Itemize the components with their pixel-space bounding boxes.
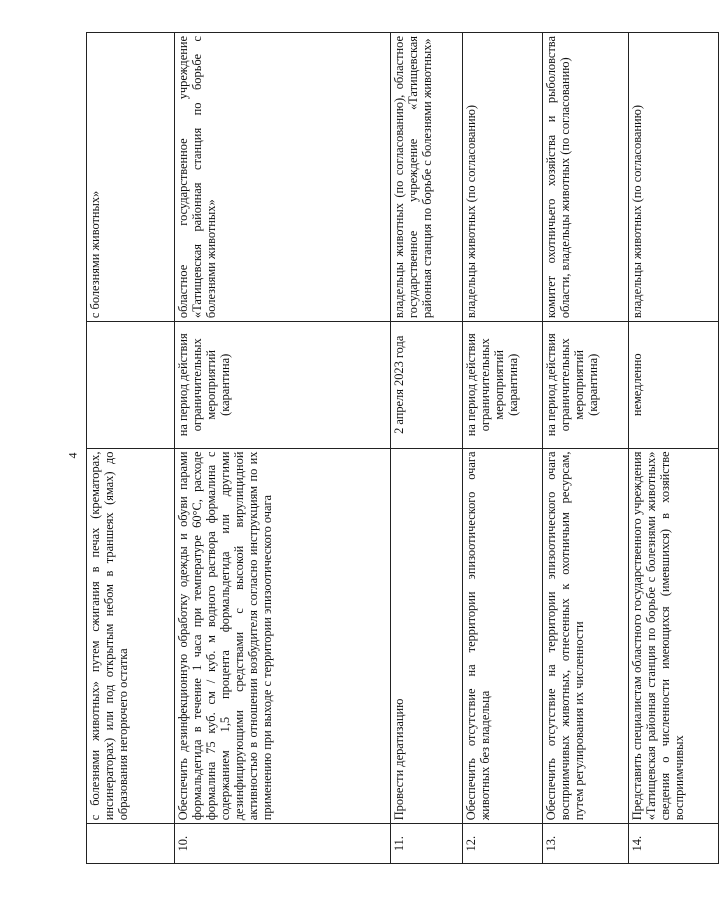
term-cell: на период действия ограничительных мероприятий (карантина) [175,322,391,448]
action-cell: Обеспечить дезинфекционную обработку одежды и обуви парами формальдегида в течение 1 часа при температуре 60°С, расходе формалина 75 куб. см / куб. м водного раствора формалина с содержанием 1,5 процента формальдегида или другими дезинфицирующими средствами с высокой вирулицидной активностью в отношении возбудителя согласно инструкциям по их применению при выходе с территории эпизоотического очага [175,448,391,824]
row-number: 12. [463,824,543,864]
executor-cell: владельцы животных (по согласованию) [629,33,719,322]
row-number: 10. [175,824,391,864]
table-row [463,33,543,864]
row-number: 13. [543,824,629,864]
document-page [86,32,687,864]
term-cell: на период действия ограничительных мероприятий (карантина) [543,322,629,448]
action-cell: с болезнями животных» путем сжигания в печах (крематорах, инсинераторах) или под открытым небом в траншеях (ямах) до образования негорючего остатка [87,448,175,824]
action-cell: Представить специалистам областного государственного учреждения «Татищевская районная станция по борьбе с болезнями животных» сведения о численности имеющихся (имевшихся) в хозяйстве восприимчивых [629,448,719,824]
action-cell: Провести дератизацию [391,448,463,824]
executor-cell: комитет охотничьего хозяйства и рыболовства области, владельцы животных (по согласованию) [543,33,629,322]
executor-cell: областное государственное учреждение «Татищевская районная станция по борьбе с болезнями животных» [175,33,391,322]
action-cell: Обеспечить отсутствие на территории эпизоотического очага восприимчивых животных, отнесенных к охотничьим ресурсам, путем регулирования их численности [543,448,629,824]
table-row [87,33,175,864]
row-number [87,824,175,864]
executor-cell: владельцы животных (по согласованию), областное государственное учреждение «Татищевская районная станция по борьбе с болезнями животных» [391,33,463,322]
row-number: 14. [629,824,719,864]
table-row [629,33,719,864]
page-number: 4 [65,452,80,459]
term-cell [87,322,175,448]
measures-table [86,32,719,864]
action-cell: Обеспечить отсутствие на территории эпизоотического очага животных без владельца [463,448,543,824]
table-row [175,33,391,864]
executor-cell: владельцы животных (по согласованию) [463,33,543,322]
table-row [543,33,629,864]
term-cell: немедленно [629,322,719,448]
executor-cell: с болезнями животных» [87,33,175,322]
row-number: 11. [391,824,463,864]
term-cell: на период действия ограничительных мероприятий (карантина) [463,322,543,448]
term-cell: 2 апреля 2023 года [391,322,463,448]
table-row [391,33,463,864]
